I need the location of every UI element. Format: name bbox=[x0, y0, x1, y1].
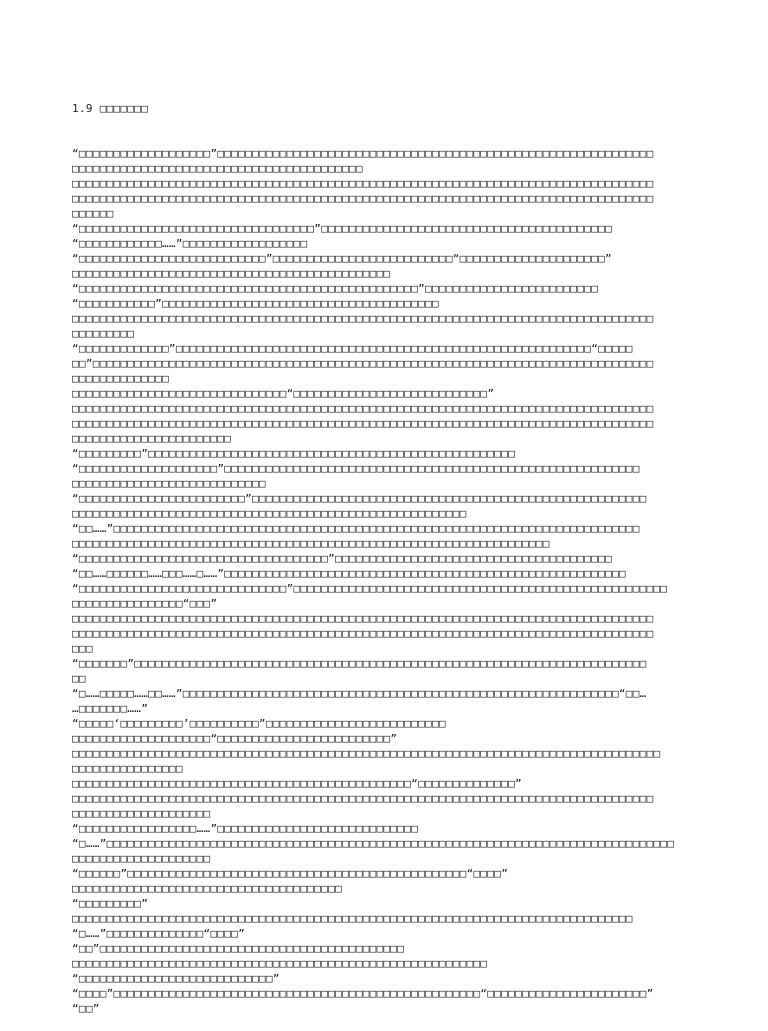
text-line: □□□□□□□□□□□□□□□□□□□□□□□□□□□□□□□□□□□□□□□□□□□□□□ bbox=[72, 267, 391, 280]
text-line: □□ bbox=[72, 672, 86, 685]
text-body bbox=[72, 146, 712, 1016]
text-line: □□□□□□□□□□□□□□□□□□□□ bbox=[72, 807, 211, 820]
text-line: □□□□□□□□□□□□□□□□□□□□□□□□□□□□□□□□□□□□□□□□□□□□□□□□□□□□□□□□□ bbox=[72, 507, 467, 520]
text-line: “□□□□□□□□□□□□□□□□□□□□□□□□”□□□□□□□□□□□□□□□□□□□□□□□□□□□□□□□□□□□□□□□□□□□□□□□□□□□□□□□□□ bbox=[72, 492, 647, 505]
text-line: □□□□□□□□□□□□□□□□□□□□□□□□□□□□□□□□□□□□□□□□□□□□□□□□□□□□□□□□□□□□□□□□□□□□□□□□□□□□□□□□□ bbox=[72, 912, 633, 925]
text-line: “□□”□□□□□□□□□□□□□□□□□□□□□□□□□□□□□□□□□□□□□□□□□□□□ bbox=[72, 942, 405, 955]
text-line: “□……”□□□□□□□□□□□□□□□□□□□□□□□□□□□□□□□□□□□□□□□□□□□□□□□□□□□□□□□□□□□□□□□□□□□□□□□□□□□□□□□□□□ bbox=[72, 837, 675, 850]
text-line: “□□□□□□”□□□□□□□□□□□□□□□□□□□□□□□□□□□□□□□□□□□□□□□□□□□□□□□□□“□□□□” bbox=[72, 867, 509, 880]
text-line: □□□□□□□□□□□□□□□□□□□□□□□□□□□□□□□□□□□□□□□□□□□□□□□□□□□□□□□□□□□□□□□□□□□□□□□□□□□□□□□□□□□□ bbox=[72, 612, 654, 625]
text-line: □□□□□□□□□□□□□□□□□□□□□□□□□□□□□□□□□□□□□□□□□□□□□□□□□“□□□□□□□□□□□□□□” bbox=[72, 777, 522, 790]
text-line: “□□□□□□□”□□□□□□□□□□□□□□□□□□□□□□□□□□□□□□□□□□□□□□□□□□□□□□□□□□□□□□□□□□□□□□□□□□□□□□□□□□ bbox=[72, 657, 647, 670]
text-line: “□□□□□‘□□□□□□□□□’□□□□□□□□□□”□□□□□□□□□□□□□□□□□□□□□□□□□□ bbox=[72, 717, 446, 730]
text-line: □□□□□□□□□□□□□□□□□□□□ bbox=[72, 852, 211, 865]
text-line: “□□□□□□□□□□□□□□□□□□□□□□□□□□□”□□□□□□□□□□□□□□□□□□□□□□□□□□“□□□□□□□□□□□□□□□□□□□□□” bbox=[72, 252, 612, 265]
text-line: “□□……”□□□□□□□□□□□□□□□□□□□□□□□□□□□□□□□□□□□□□□□□□□□□□□□□□□□□□□□□□□□□□□□□□□□□□□□□□□□□ bbox=[72, 522, 640, 535]
text-line: “□□” bbox=[72, 1002, 100, 1015]
text-line: “□□□□□□□□□”□□□□□□□□□□□□□□□□□□□□□□□□□□□□□□□□□□□□□□□□□□□□□□□□□□□□□ bbox=[72, 447, 516, 460]
text-line: “□□□□□□□□□□□□□□□□□□□□□□□□□□□□□□”□□□□□□□□□□□□□□□□□□□□□□□□□□□□□□□□□□□□□□□□□□□□□□□□□□□□□□ bbox=[72, 582, 668, 595]
text-line: □□□□□□□□□□□□□□□□□□□□□□□□□□□□□□□□□□□□□□□□□□□□□□□□□□□□□□□□□□□□ bbox=[72, 957, 488, 970]
text-line: □□□□□□□□□□□□□□□□□□□□□□□□□□□□□□□□□□□□□□□□□□□□□□□□□□□□□□□□□□□□□□□□□□□□□□□□□□□□□□□□□□□□ bbox=[72, 312, 654, 325]
text-line: “□□□□□□□□□” bbox=[72, 897, 149, 910]
text-line: “□□□□□□□□□□□□□□□□□□□□□□□□□□□□□□□□□□”□□□□□□□□□□□□□□□□□□□□□□□□□□□□□□□□□□□□□□□□□□ bbox=[72, 222, 612, 235]
text-line: “□□□□□□□□□□□□□□□□□□□□□□□□□□□□□□□□□□□□”□□□□□□□□□□□□□□□□□□□□□□□□□□□□□□□□□□□□□□□□ bbox=[72, 552, 612, 565]
text-line: □□□□□□ bbox=[72, 207, 114, 220]
text-line: □□□□□□□□□□□□□□□□□□□□□□□□□□□□□□□□□□□□□□□□□□□□□□□□□□□□□□□□□□□□□□□□□□□□□□□□□□□□□□□□□□□□ bbox=[72, 627, 654, 640]
section-heading: 1.9 □□□□□□□ bbox=[72, 102, 149, 115]
text-line: □□□□□□□□□ bbox=[72, 327, 135, 340]
text-line: “□□□□□□□□□□□□□□□□□□□”□□□□□□□□□□□□□□□□□□□□□□□□□□□□□□□□□□□□□□□□□□□□□□□□□□□□□□□□□□□□□□□ bbox=[72, 147, 654, 160]
text-line: □□□□□□□□□□□□□□□□□□□□□□□□□□□□□□□□□□□□□□□□□□ bbox=[72, 162, 363, 175]
text-line: “□□□□□□□□□□□□□”□□□□□□□□□□□□□□□□□□□□□□□□□□□□□□□□□□□□□□□□□□□□□□□□□□□□□□□□□□□□“□□□□□ bbox=[72, 342, 633, 355]
text-line: □□□ bbox=[72, 642, 93, 655]
text-line: □□□□□□□□□□□□□□□□□□□□□□□□□□□□□□□□□□□□□□□□□□□□□□□□□□□□□□□□□□□□□□□□□□□□□□□□□□□□□□□□□□□□ bbox=[72, 417, 654, 430]
text-line: □□□□□□□□□□□□□□□□□□□□□□□□□□□□□□□□□□□□□□□□□□□□□□□□□□□□□□□□□□□□□□□□□□□□□□□□□□□□□□□□□□□□ bbox=[72, 192, 654, 205]
text-line: □□□□□□□□□□□□□□□□□□□□□□□□□□□□□□□□□□□□□□□□□□□□□□□□□□□□□□□□□□□□□□□□□□□□□□□□□□□□□□□□□□□□ bbox=[72, 402, 654, 415]
text-line: □□□□□□□□□□□□□□□□ bbox=[72, 762, 183, 775]
text-line: …□□□□□□□……” bbox=[72, 702, 149, 715]
text-line: □□□□□□□□□□□□□□□□□□□□□□□□□□□□□□□“□□□□□□□□□□□□□□□□□□□□□□□□□□□□” bbox=[72, 387, 495, 400]
text-line: “□□□□□□□□□□□”□□□□□□□□□□□□□□□□□□□□□□□□□□□□□□□□□□□□□□□□ bbox=[72, 297, 439, 310]
text-line: “□□□□□□□□□□□□□□□□□……”□□□□□□□□□□□□□□□□□□□□□□□□□□□□□ bbox=[72, 822, 419, 835]
text-line: “□……□□□□□……□□……”□□□□□□□□□□□□□□□□□□□□□□□□□□□□□□□□□□□□□□□□□□□□□□□□□□□□□□□□□□□□□□□“□□… bbox=[72, 687, 647, 700]
text-line: □□□□□□□□□□□□□□□□□□□□□□□ bbox=[72, 432, 232, 445]
text-line: “□□……□□□□□□……□□□……□……”□□□□□□□□□□□□□□□□□□□□□□□□□□□□□□□□□□□□□□□□□□□□□□□□□□□□□□□□□□ bbox=[72, 567, 626, 580]
text-line: □□□□□□□□□□□□□□□□□□□□□□□□□□□□□□□□□□□□□□□ bbox=[72, 882, 342, 895]
text-line: “□……”□□□□□□□□□□□□□□“□□□□” bbox=[72, 927, 246, 940]
text-line: “□□□□□□□□□□□□……”□□□□□□□□□□□□□□□□□□ bbox=[72, 237, 308, 250]
text-line: “□□□□□□□□□□□□□□□□□□□□□□□□□□□□□□□□□□□□□□□□□□□□□□□□□”□□□□□□□□□□□□□□□□□□□□□□□□□ bbox=[72, 282, 599, 295]
text-line: “□□□□□□□□□□□□□□□□□□□□”□□□□□□□□□□□□□□□□□□□□□□□□□□□□□□□□□□□□□□□□□□□□□□□□□□□□□□□□□□□□ bbox=[72, 462, 640, 475]
document-page bbox=[72, 71, 712, 1031]
text-line: “□□□□”□□□□□□□□□□□□□□□□□□□□□□□□□□□□□□□□□□□□□□□□□□□□□□□□□□□□□“□□□□□□□□□□□□□□□□□□□□□□□” bbox=[72, 987, 654, 1000]
text-line: “□□□□□□□□□□□□□□□□□□□□□□□□□□□□” bbox=[72, 972, 280, 985]
text-line: □□□□□□□□□□□□□□□□“□□□” bbox=[72, 597, 218, 610]
text-line: □□□□□□□□□□□□□□□□□□□□□□□□□□□□□□□□□□□□□□□□□□□□□□□□□□□□□□□□□□□□□□□□□□□□□□□□□□□□□□□□□□□□ bbox=[72, 792, 654, 805]
text-line: □□”□□□□□□□□□□□□□□□□□□□□□□□□□□□□□□□□□□□□□□□□□□□□□□□□□□□□□□□□□□□□□□□□□□□□□□□□□□□□□□□□□ bbox=[72, 357, 654, 370]
text-line: □□□□□□□□□□□□□□ bbox=[72, 372, 169, 385]
text-line: □□□□□□□□□□□□□□□□□□□□“□□□□□□□□□□□□□□□□□□□□□□□□□” bbox=[72, 732, 398, 745]
text-line: □□□□□□□□□□□□□□□□□□□□□□□□□□□□ bbox=[72, 477, 266, 490]
text-line: □□□□□□□□□□□□□□□□□□□□□□□□□□□□□□□□□□□□□□□□□□□□□□□□□□□□□□□□□□□□□□□□□□□□□□□□□□□□□□□□□□□□ bbox=[72, 177, 654, 190]
text-line: □□□□□□□□□□□□□□□□□□□□□□□□□□□□□□□□□□□□□□□□□□□□□□□□□□□□□□□□□□□□□□□□□□□□□ bbox=[72, 537, 550, 550]
text-line: □□□□□□□□□□□□□□□□□□□□□□□□□□□□□□□□□□□□□□□□□□□□□□□□□□□□□□□□□□□□□□□□□□□□□□□□□□□□□□□□□□□□□ bbox=[72, 747, 661, 760]
